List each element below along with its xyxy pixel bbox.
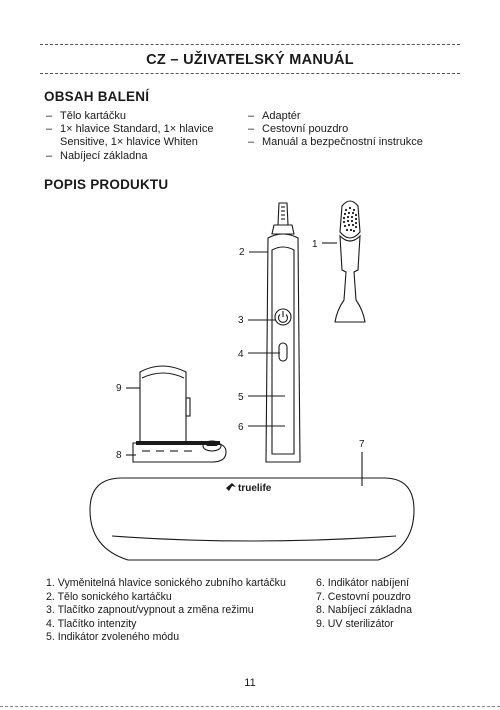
legend-right: [316, 577, 466, 631]
legend-item: 8. Nabíjecí základna: [316, 604, 412, 617]
legend-item: 1. Vyměnitelná hlavice sonického zubního kartáčku: [46, 577, 286, 589]
list-item: – Manuál a bezpečnostní instrukce: [248, 136, 458, 149]
callout-9: 9: [116, 383, 122, 394]
uv-sterilizer: [140, 366, 190, 443]
legend-item: 5. Indikátor zvoleného módu: [46, 631, 180, 644]
legend-item: 7. Cestovní pouzdro: [316, 590, 411, 603]
legend-item: 3. Tlačítko zapnout/vypnout a změna režimu: [46, 604, 254, 617]
power-button: [275, 309, 291, 325]
callout-5: 5: [238, 392, 244, 403]
legend-item: 2. Tělo sonického kartáčku: [46, 590, 172, 603]
toothbrush-body: [266, 203, 300, 462]
callout-2: 2: [239, 247, 245, 258]
list-item: – 1× hlavice Standard, 1× hlavice Sensitive, 1× hlavice Whiten: [46, 123, 226, 149]
package-heading: OBSAH BALENÍ: [44, 89, 150, 104]
legend-left: [46, 577, 311, 645]
list-item: – Tělo kartáčku: [46, 110, 226, 123]
callout-8: 8: [116, 450, 122, 461]
logo-text: truelife: [238, 483, 272, 494]
callout-6: 6: [238, 422, 244, 433]
legend-item: 9. UV sterilizátor: [316, 617, 394, 630]
logo-mark-icon: [226, 483, 236, 491]
list-item: – Nabíjecí základna: [46, 150, 226, 163]
brush-head: [335, 201, 365, 322]
legend-item: 4. Tlačítko intenzity: [46, 617, 137, 630]
callout-7: 7: [359, 439, 365, 450]
callout-1: 1: [312, 239, 318, 250]
list-item: – Adaptér: [248, 110, 458, 123]
base-indicator: [206, 442, 218, 446]
page-number: 11: [244, 677, 256, 689]
callout-4: 4: [238, 349, 244, 360]
product-heading: POPIS PRODUKTU: [44, 177, 169, 192]
page-title: CZ – UŽIVATELSKÝ MANUÁL: [146, 52, 354, 68]
bottom-divider: [0, 706, 500, 707]
brand-logo: [226, 483, 272, 494]
legend-item: 6. Indikátor nabíjení: [316, 577, 410, 589]
bristles: [343, 207, 357, 232]
callout-3: 3: [238, 315, 244, 326]
intensity-button: [279, 343, 287, 361]
list-item: – Cestovní pouzdro: [248, 123, 458, 136]
